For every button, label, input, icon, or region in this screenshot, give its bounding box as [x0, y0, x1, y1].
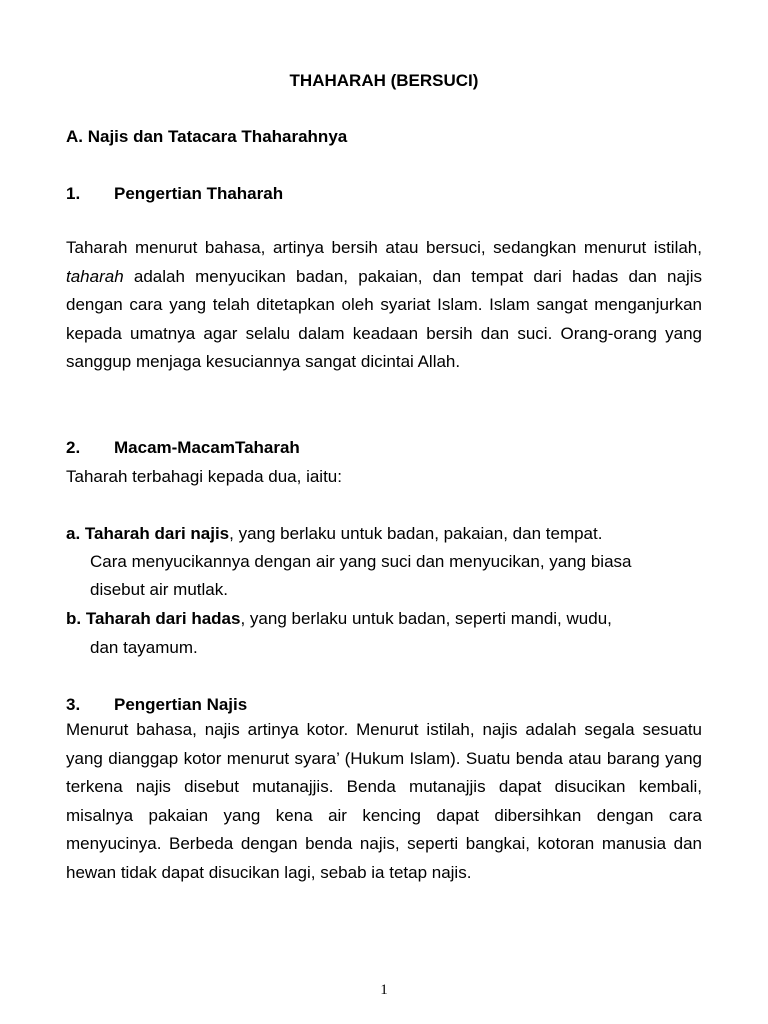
item-a-label: a. Taharah dari najis — [66, 524, 230, 543]
document-title: THAHARAH (BERSUCI) — [289, 71, 479, 90]
item-b-label: b. Taharah dari hadas — [66, 609, 241, 628]
item-a-line-1 — [66, 523, 602, 545]
paragraph-thaharah-definition — [66, 234, 702, 377]
section-2-title: Macam-MacamTaharah — [114, 438, 300, 457]
section-1-heading — [66, 183, 283, 205]
section-2-number: 2. — [66, 438, 81, 457]
section-3-title: Pengertian Najis — [114, 695, 248, 714]
item-b-rest: , yang berlaku untuk badan, seperti mandi, wudu, — [240, 609, 612, 628]
page-number: 1 — [380, 982, 388, 998]
paragraph-1-text-2: adalah menyucikan badan, pakaian, dan tempat dari hadas dan najis dengan cara yang telah ditetapkan oleh syariat Islam. Islam sangat menganjurkan kepada umatnya agar selalu dalam keadaan bersih dan suci. Orang-orang yang sanggup menjaga kesuciannya sangat dicintai Allah. — [66, 266, 702, 372]
paragraph-1-text-1: Taharah menurut bahasa, artinya bersih atau bersuci, sedangkan menurut istilah, — [66, 238, 702, 257]
section-2-heading — [66, 437, 300, 459]
paragraph-najis-definition: Menurut bahasa, najis artinya kotor. Menurut istilah, najis adalah segala sesuatu yang dianggap kotor menurut syara’ (Hukum Islam). Suatu benda atau barang yang terkena najis disebut mutanajjis. Benda mutanajjis dapat disucikan kembali, misalnya pakaian yang kena air kencing dapat dibersihkan dengan cara menyucinya. Berbeda dengan benda najis, seperti bangkai, kotoran manusia dan hewan tidak dapat disucikan lagi, sebab ia tetap najis. — [66, 720, 702, 882]
item-a-rest: , yang berlaku untuk badan, pakaian, dan tempat. — [229, 524, 603, 543]
item-a-line-3: disebut air mutlak. — [90, 580, 228, 599]
paragraph-taharah-types-intro: Taharah terbahagi kepada dua, iaitu: — [66, 467, 342, 486]
item-b-line-1 — [66, 608, 612, 630]
paragraph-1-italic-term: taharah — [66, 266, 124, 286]
item-a-line-2: Cara menyucikannya dengan air yang suci dan menyucikan, yang biasa — [90, 552, 632, 571]
section-3-heading — [66, 694, 247, 716]
document-page — [66, 0, 702, 1024]
section-a-heading: A. Najis dan Tatacara Thaharahnya — [66, 127, 348, 146]
section-3-number: 3. — [66, 695, 81, 714]
section-1-number: 1. — [66, 184, 81, 203]
section-1-title: Pengertian Thaharah — [114, 184, 284, 203]
item-b-line-2: dan tayamum. — [90, 638, 198, 657]
